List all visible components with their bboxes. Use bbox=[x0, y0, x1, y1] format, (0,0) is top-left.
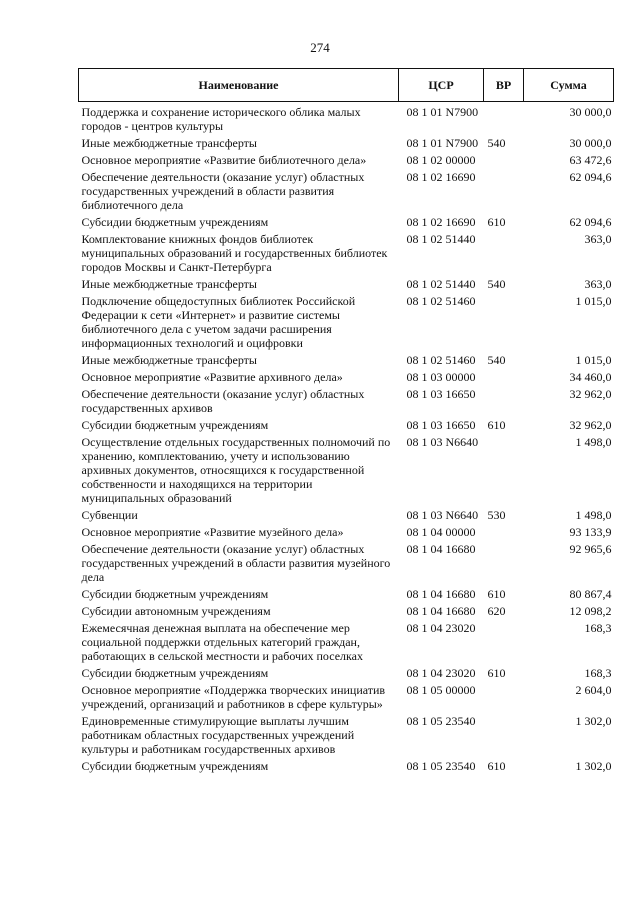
table-row bbox=[79, 370, 614, 387]
budget-table bbox=[78, 68, 614, 776]
cell-name: Субсидии бюджетным учреждениям bbox=[81, 418, 269, 432]
cell-vr bbox=[484, 683, 524, 714]
cell-sum: 62 094,6 bbox=[569, 215, 612, 229]
cell-name: Основное мероприятие «Развитие музейного дела» bbox=[81, 525, 344, 539]
cell-vr: 530 bbox=[487, 508, 506, 522]
cell-name: Обеспечение деятельности (оказание услуг) областных государственных учреждений в области развития библиотечного дела bbox=[81, 170, 365, 212]
table-row bbox=[79, 215, 614, 232]
table-row bbox=[79, 153, 614, 170]
cell-csr: 08 1 01 N7900 bbox=[406, 105, 479, 119]
cell-csr: 08 1 02 00000 bbox=[406, 153, 476, 167]
cell-name: Осуществление отдельных государственных полномочий по хранению, комплектованию, учету и использованию архивных документов, относящихся к государственной собственности и находящихся на территории муниципальных образований bbox=[81, 435, 391, 505]
cell-vr bbox=[484, 714, 524, 759]
cell-vr: 540 bbox=[487, 136, 506, 150]
cell-vr: 610 bbox=[487, 666, 506, 680]
table-row bbox=[79, 759, 614, 776]
cell-sum: 363,0 bbox=[584, 277, 612, 291]
table-row bbox=[79, 387, 614, 418]
table-row bbox=[79, 418, 614, 435]
cell-vr bbox=[484, 232, 524, 277]
header-vr: ВР bbox=[484, 69, 524, 102]
table-row bbox=[79, 353, 614, 370]
cell-sum: 2 604,0 bbox=[575, 683, 612, 697]
table-row bbox=[79, 508, 614, 525]
cell-name: Субсидии бюджетным учреждениям bbox=[81, 759, 269, 773]
table-row bbox=[79, 621, 614, 666]
cell-sum: 1 302,0 bbox=[575, 759, 612, 773]
cell-name: Ежемесячная денежная выплата на обеспечение мер социальной поддержки отдельных категорий граждан, работающих в сельской местности и рабочих поселках bbox=[81, 621, 363, 663]
cell-sum: 1 015,0 bbox=[575, 353, 612, 367]
cell-name: Основное мероприятие «Развитие архивного дела» bbox=[81, 370, 343, 384]
cell-sum: 363,0 bbox=[584, 232, 612, 246]
cell-vr bbox=[484, 621, 524, 666]
cell-vr bbox=[484, 387, 524, 418]
cell-name: Иные межбюджетные трансферты bbox=[81, 277, 257, 291]
header-csr: ЦСР bbox=[399, 69, 484, 102]
cell-sum: 1 498,0 bbox=[575, 435, 612, 449]
table-row bbox=[79, 170, 614, 215]
header-name: Наименование bbox=[79, 69, 399, 102]
cell-name: Обеспечение деятельности (оказание услуг) областных государственных учреждений в области развития музейного дела bbox=[81, 542, 391, 584]
cell-csr: 08 1 05 23540 bbox=[406, 714, 476, 728]
cell-sum: 80 867,4 bbox=[569, 587, 612, 601]
cell-csr: 08 1 05 00000 bbox=[406, 683, 476, 697]
cell-name: Субвенции bbox=[81, 508, 138, 522]
table-row bbox=[79, 542, 614, 587]
table-row bbox=[79, 277, 614, 294]
table-row bbox=[79, 435, 614, 508]
cell-vr bbox=[484, 102, 524, 137]
cell-sum: 62 094,6 bbox=[569, 170, 612, 184]
cell-vr: 540 bbox=[487, 277, 506, 291]
cell-vr: 610 bbox=[487, 215, 506, 229]
cell-csr: 08 1 02 16690 bbox=[406, 170, 476, 184]
cell-csr: 08 1 04 16680 bbox=[406, 604, 476, 618]
table-row bbox=[79, 102, 614, 137]
cell-vr bbox=[484, 170, 524, 215]
cell-name: Иные межбюджетные трансферты bbox=[81, 136, 257, 150]
cell-vr bbox=[484, 542, 524, 587]
cell-name: Подключение общедоступных библиотек Российской Федерации к сети «Интернет» и развитие системы библиотечного дела с учетом задачи расширения информационных технологий и оцифровки bbox=[81, 294, 356, 350]
cell-csr: 08 1 03 16650 bbox=[406, 418, 476, 432]
cell-sum: 168,3 bbox=[584, 666, 612, 680]
table-row bbox=[79, 714, 614, 759]
cell-csr: 08 1 02 16690 bbox=[406, 215, 476, 229]
table-row bbox=[79, 604, 614, 621]
cell-name: Поддержка и сохранение исторического облика малых городов - центров культуры bbox=[81, 105, 361, 133]
cell-vr bbox=[484, 435, 524, 508]
cell-sum: 30 000,0 bbox=[569, 136, 612, 150]
cell-name: Основное мероприятие «Поддержка творческих инициатив учреждений, организаций и работников в сфере культуры» bbox=[81, 683, 386, 711]
cell-name: Комплектование книжных фондов библиотек муниципальных образований и государственных библиотек городов Москвы и Санкт-Петербурга bbox=[81, 232, 388, 274]
cell-sum: 168,3 bbox=[584, 621, 612, 635]
cell-sum: 93 133,9 bbox=[569, 525, 612, 539]
cell-vr bbox=[484, 370, 524, 387]
cell-csr: 08 1 04 16680 bbox=[406, 542, 476, 556]
cell-csr: 08 1 03 16650 bbox=[406, 387, 476, 401]
cell-sum: 92 965,6 bbox=[569, 542, 612, 556]
cell-sum: 34 460,0 bbox=[569, 370, 612, 384]
table-header bbox=[79, 69, 614, 102]
cell-name: Субсидии автономным учреждениям bbox=[81, 604, 271, 618]
cell-csr: 08 1 04 16680 bbox=[406, 587, 476, 601]
table-row bbox=[79, 525, 614, 542]
table-row bbox=[79, 136, 614, 153]
cell-name: Иные межбюджетные трансферты bbox=[81, 353, 257, 367]
cell-name: Единовременные стимулирующие выплаты лучшим работникам областных государственных учреждений культуры и работникам государственных архивов bbox=[81, 714, 355, 756]
page-number: 274 bbox=[310, 40, 330, 55]
cell-csr: 08 1 02 51440 bbox=[406, 232, 476, 246]
cell-vr: 610 bbox=[487, 587, 506, 601]
cell-name: Основное мероприятие «Развитие библиотечного дела» bbox=[81, 153, 367, 167]
cell-sum: 32 962,0 bbox=[569, 418, 612, 432]
cell-name: Субсидии бюджетным учреждениям bbox=[81, 587, 269, 601]
cell-csr: 08 1 04 23020 bbox=[406, 621, 476, 635]
cell-vr bbox=[484, 153, 524, 170]
cell-sum: 63 472,6 bbox=[569, 153, 612, 167]
cell-csr: 08 1 02 51460 bbox=[406, 353, 476, 367]
cell-csr: 08 1 03 N6640 bbox=[406, 435, 479, 449]
cell-sum: 1 498,0 bbox=[575, 508, 612, 522]
table-row bbox=[79, 587, 614, 604]
table-body bbox=[79, 102, 614, 777]
cell-csr: 08 1 04 23020 bbox=[406, 666, 476, 680]
cell-sum: 30 000,0 bbox=[569, 105, 612, 119]
cell-csr: 08 1 01 N7900 bbox=[406, 136, 479, 150]
cell-sum: 12 098,2 bbox=[569, 604, 612, 618]
cell-vr bbox=[484, 525, 524, 542]
cell-name: Субсидии бюджетным учреждениям bbox=[81, 666, 269, 680]
cell-vr: 540 bbox=[487, 353, 506, 367]
cell-csr: 08 1 02 51460 bbox=[406, 294, 476, 308]
table-row bbox=[79, 294, 614, 353]
cell-sum: 1 015,0 bbox=[575, 294, 612, 308]
cell-vr: 620 bbox=[487, 604, 506, 618]
cell-sum: 1 302,0 bbox=[575, 714, 612, 728]
cell-csr: 08 1 04 00000 bbox=[406, 525, 476, 539]
header-sum: Сумма bbox=[524, 69, 614, 102]
cell-vr: 610 bbox=[487, 759, 506, 773]
table-row bbox=[79, 683, 614, 714]
cell-csr: 08 1 03 N6640 bbox=[406, 508, 479, 522]
table-row bbox=[79, 666, 614, 683]
cell-csr: 08 1 02 51440 bbox=[406, 277, 476, 291]
cell-vr: 610 bbox=[487, 418, 506, 432]
cell-csr: 08 1 05 23540 bbox=[406, 759, 476, 773]
cell-vr bbox=[484, 294, 524, 353]
cell-csr: 08 1 03 00000 bbox=[406, 370, 476, 384]
table-row bbox=[79, 232, 614, 277]
cell-sum: 32 962,0 bbox=[569, 387, 612, 401]
cell-name: Субсидии бюджетным учреждениям bbox=[81, 215, 269, 229]
cell-name: Обеспечение деятельности (оказание услуг) областных государственных архивов bbox=[81, 387, 365, 415]
